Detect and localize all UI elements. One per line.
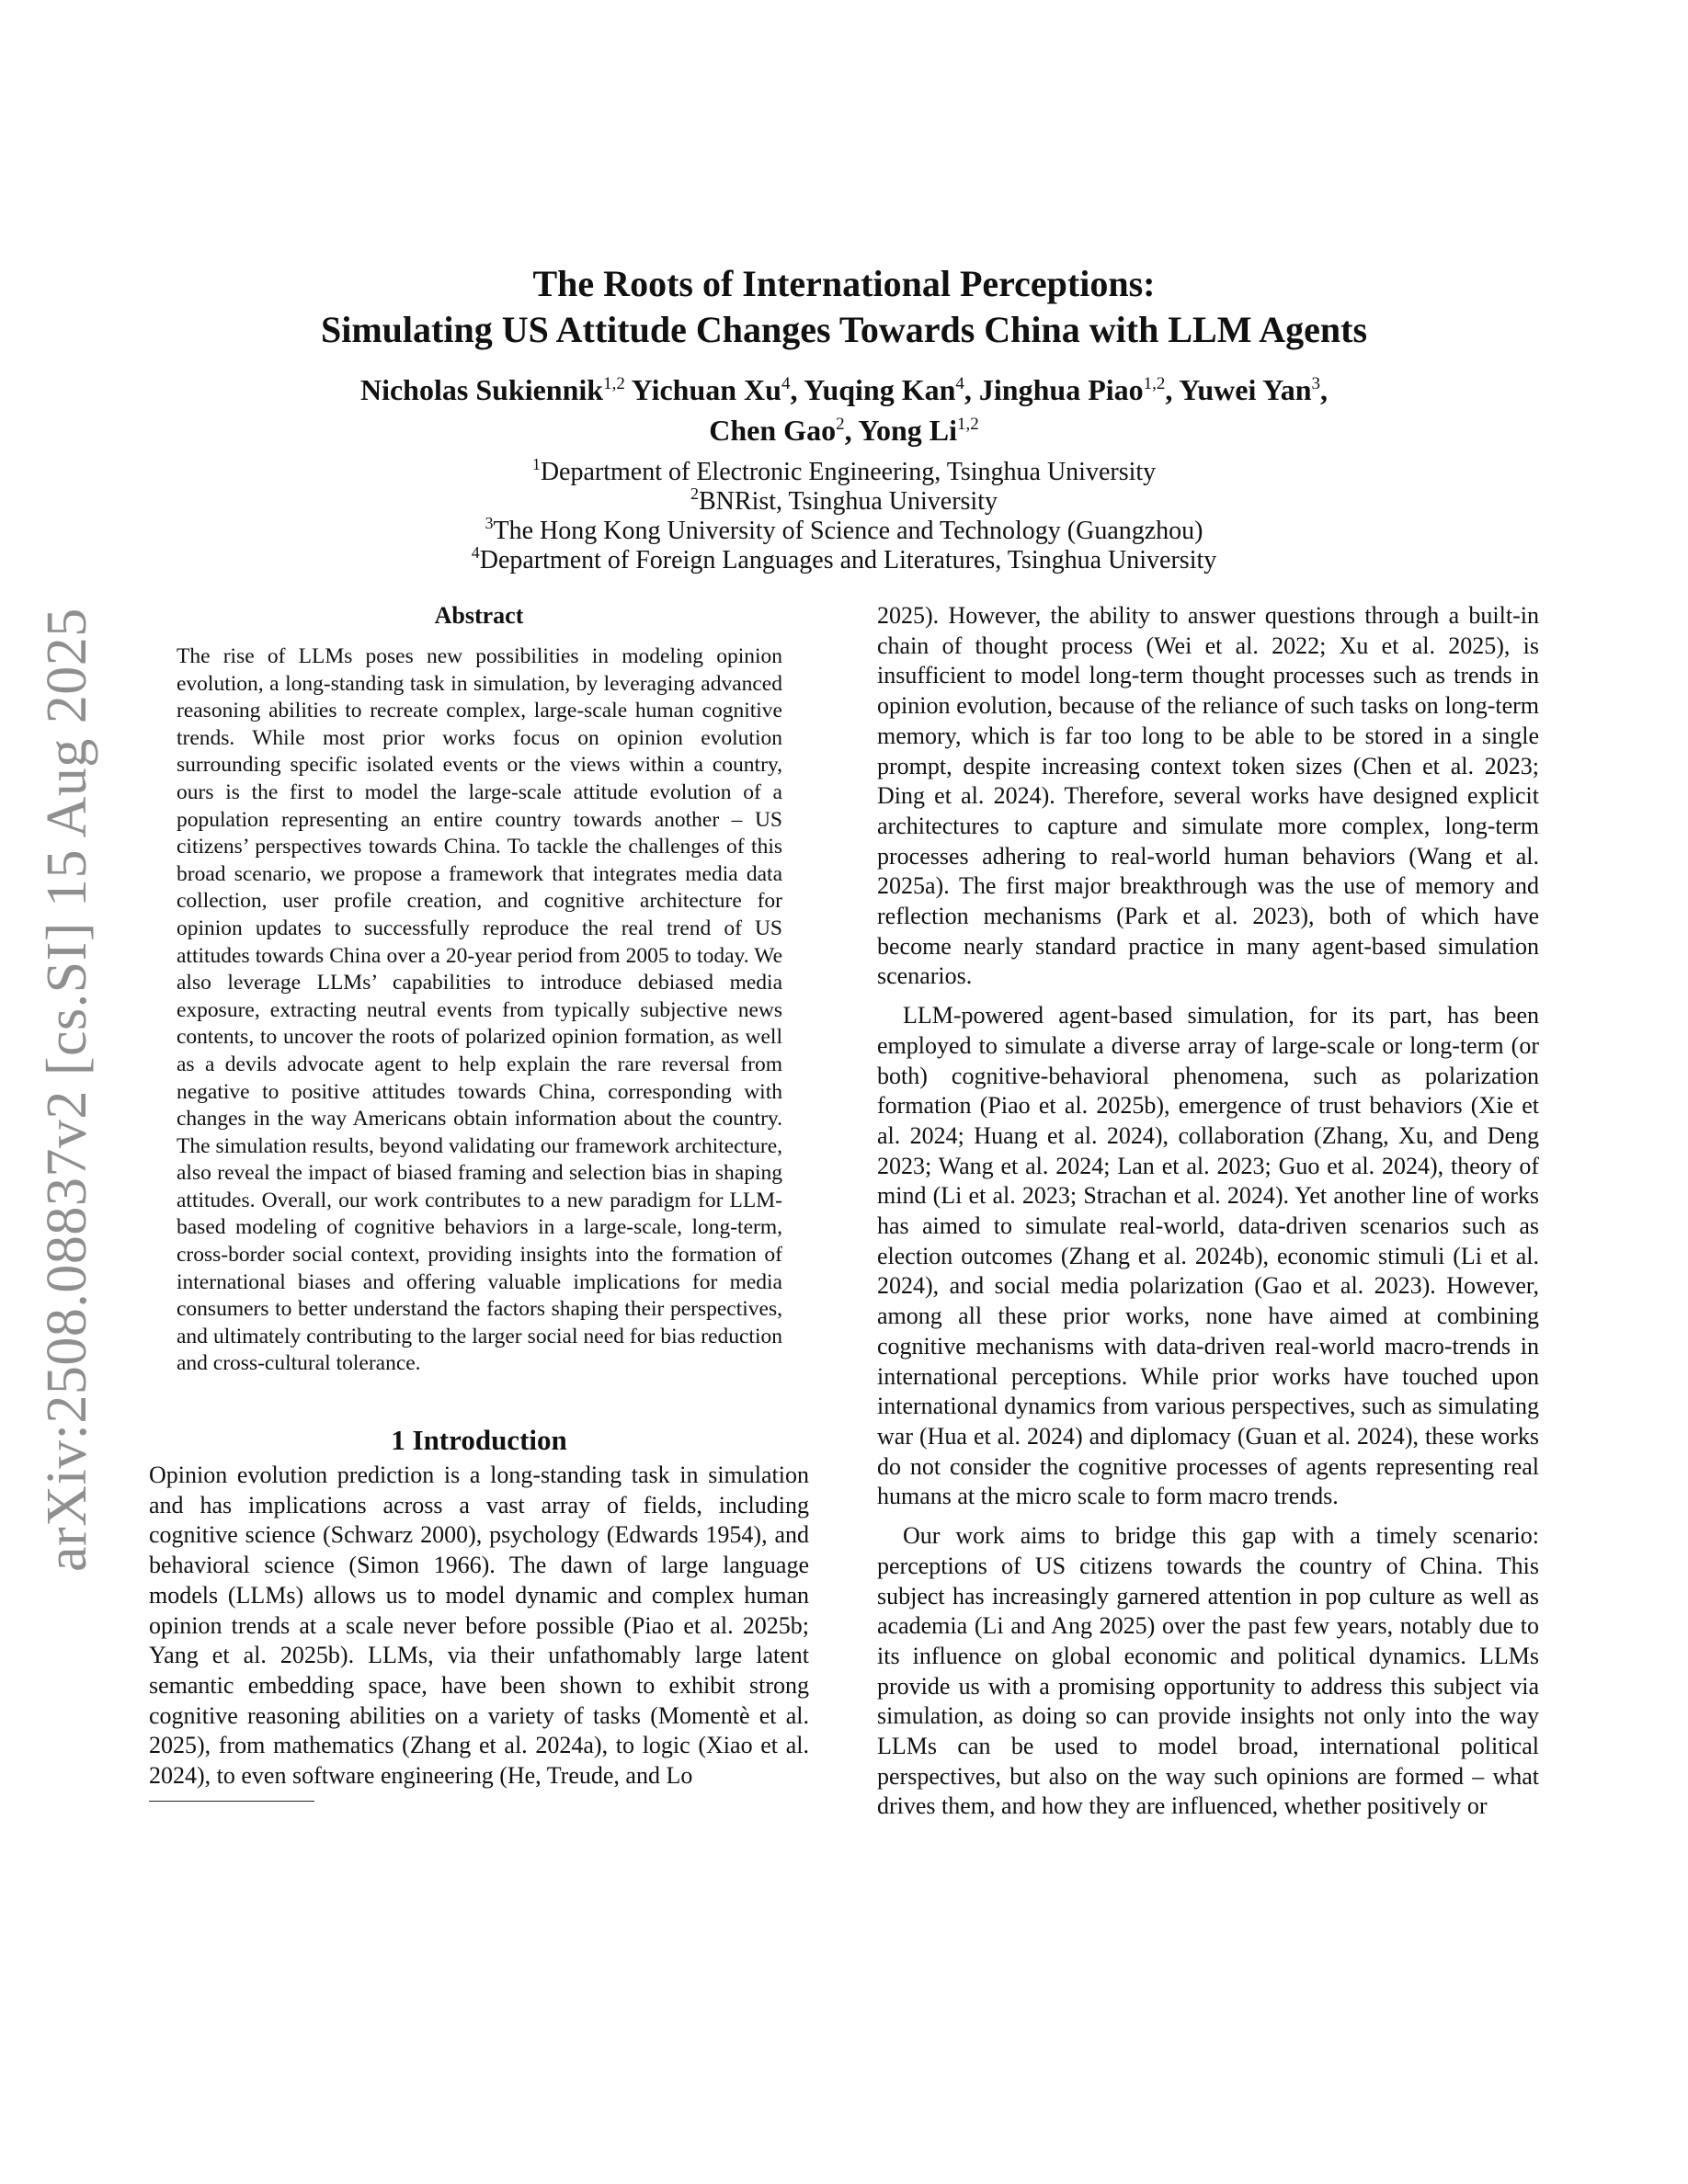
affiliation-list bbox=[138, 455, 1550, 575]
author-separator: , bbox=[1165, 373, 1180, 406]
affiliation-text: BNRist, Tsinghua University bbox=[699, 487, 998, 516]
paper-header bbox=[138, 261, 1550, 575]
introduction-heading: 1 Introduction bbox=[391, 1424, 567, 1457]
author-name: Jinghua Piao bbox=[978, 373, 1144, 406]
author-name: Yong Li bbox=[858, 414, 957, 447]
author-name: Yichuan Xu bbox=[631, 373, 781, 406]
author-name: Nicholas Sukiennik bbox=[359, 373, 604, 406]
author-list bbox=[138, 370, 1550, 450]
author-affil-mark: 4 bbox=[955, 374, 964, 393]
body-paragraph: LLM-powered agent-based simulation, for its part, has been employed to simulate a diverse array of large-scale or long-term (or both) cognitive-behavioral phenomena, such as polarization formation (Piao et al. 2025b), emergence of trust behaviors (Xie et al. 2024; Huang et al. 2024), collaboration (Zhang, Xu, and Deng 2023; Wang et al. 2024; Lan et al. 2023; Guo et al. 2024), theory of mind (Li et al. 2023; Strachan et al. 2024). Yet another line of works has aimed to simulate real-world, data-driven scenarios such as election outcomes (Zhang et al. 2024b), economic stimuli (Li et al. 2024), and social media polarization (Gao et al. 2023). However, among all these prior works, none have aimed at combining cognitive mechanisms with data-driven real-world macro-trends in international perceptions. While prior works have touched upon international dynamics from various perspectives, such as simulating war (Hua et al. 2024) and diplomacy (Guan et al. 2024), these works do not consider the cognitive processes of agents representing real humans at the micro scale to form macro trends. bbox=[877, 1002, 1539, 1510]
author-separator bbox=[625, 373, 632, 406]
affiliation bbox=[138, 484, 1550, 517]
affiliation-mark: 1 bbox=[531, 455, 541, 473]
paper-title bbox=[138, 261, 1550, 353]
title-line-1: The Roots of International Perceptions: bbox=[532, 263, 1156, 304]
introduction-paragraph: Opinion evolution prediction is a long-standing task in simulation and has implications across a vast array of fields, including cognitive science (Schwarz 2000), psychology (Edwards 1954), and behavioral science (Simon 1966). The dawn of large language models (LLMs) allows us to model dynamic and complex human opinion trends at a scale never before possible (Piao et al. 2025b; Yang et al. 2025b). LLMs, via their unfathomably large latent semantic embedding space, have been shown to exhibit strong cognitive reasoning abilities on a variety of tasks (Momentè et al. 2025), from mathematics (Zhang et al. 2024a), to logic (Xiao et al. 2024), to even software engineering (He, Treude, and Lo bbox=[149, 1462, 809, 1790]
affiliation bbox=[138, 543, 1550, 575]
author-name: Yuwei Yan bbox=[1179, 373, 1312, 406]
abstract-text: The rise of LLMs poses new possibilities in modeling opinion evolution, a long-standing task in simulation, by leveraging advanced reasoning abilities to recreate complex, large-scale human cognitive trends. While most prior works focus on opinion evolution surrounding specific isolated events or the views within a country, ours is the first to model the large-scale attitude evolution of a population representing an entire country towards another – US citizens’ perspectives towards China. To tackle the challenges of this broad scenario, we propose a framework that integrates media data collection, user profile creation, and cognitive architecture for opinion updates to successfully reproduce the real trend of US attitudes towards China over a 20-year period from 2005 to today. We also leverage LLMs’ capabilities to introduce debiased media exposure, extracting neutral events from typically subjective news contents, to uncover the roots of polarized opinion formation, as well as a devils advocate agent to help explain the rare reversal from negative to positive attitudes towards China, corresponding with changes in the way Americans obtain information about the country. The simulation results, beyond validating our framework architecture, also reveal the impact of biased framing and selection bias in shaping attitudes. Overall, our work contributes to a new paradigm for LLM-based modeling of cognitive behaviors in a large-scale, long-term, cross-border social context, providing insights into the formation of international biases and offering valuable implications for media consumers to better understand the factors shaping their perspectives, and ultimately contributing to the larger social need for bias reduction and cross-cultural tolerance. bbox=[177, 644, 782, 1376]
author-separator: , bbox=[844, 414, 859, 447]
author-separator: , bbox=[1320, 373, 1329, 406]
affiliation-text: The Hong Kong University of Science and Technology (Guangzhou) bbox=[493, 517, 1203, 545]
abstract-heading: Abstract bbox=[434, 602, 524, 629]
author-separator: , bbox=[790, 373, 804, 406]
affiliation-mark: 2 bbox=[690, 484, 699, 503]
author-affil-mark: 1,2 bbox=[1143, 374, 1166, 393]
author-name: Yuqing Kan bbox=[804, 373, 956, 406]
affiliation-text: Department of Electronic Engineering, Tsinghua University bbox=[540, 458, 1157, 486]
author-name: Chen Gao bbox=[709, 414, 837, 447]
affiliation-mark: 3 bbox=[485, 514, 494, 532]
affiliation bbox=[138, 514, 1550, 546]
title-line-2: Simulating US Attitude Changes Towards China with LLM Agents bbox=[320, 309, 1368, 350]
author-separator: , bbox=[964, 373, 979, 406]
arxiv-identifier: arXiv:2508.08837v2 [cs.SI] 15 Aug 2025 bbox=[36, 608, 98, 1572]
author-line-2 bbox=[138, 410, 1550, 450]
author-affil-mark: 4 bbox=[781, 374, 791, 393]
author-affil-mark: 2 bbox=[836, 415, 845, 434]
affiliation-mark: 4 bbox=[471, 543, 480, 562]
author-line-1 bbox=[138, 370, 1550, 410]
affiliation bbox=[138, 455, 1550, 487]
author-affil-mark: 1,2 bbox=[956, 415, 979, 434]
author-affil-mark: 1,2 bbox=[603, 374, 625, 393]
right-column bbox=[877, 601, 1539, 1822]
body-paragraph: 2025). However, the ability to answer questions through a built-in chain of thought process (Wei et al. 2022; Xu et al. 2025), is insufficient to model long-term thought processes such as trends in opinion evolution, because of the reliance of such tasks on long-term memory, which is far too long to be able to be stored in a single prompt, despite increasing context token sizes (Chen et al. 2023; Ding et al. 2024). Therefore, several works have designed explicit architectures to capture and simulate more complex, long-term processes adhering to real-world human behaviors (Wang et al. 2025a). The first major breakthrough was the use of memory and reflection mechanisms (Park et al. 2023), both of which have become nearly standard practice in many agent-based simulation scenarios. bbox=[877, 602, 1539, 990]
author-affil-mark: 3 bbox=[1311, 374, 1321, 393]
footnote-divider bbox=[149, 1801, 314, 1802]
affiliation-text: Department of Foreign Languages and Literatures, Tsinghua University bbox=[479, 546, 1217, 574]
left-column bbox=[149, 601, 809, 1802]
body-paragraph: Our work aims to bridge this gap with a timely scenario: perceptions of US citizens towards the country of China. This subject has increasingly garnered attention in pop culture as well as academia (Li and Ang 2025) over the past few years, notably due to its influence on global economic and political dynamics. LLMs provide us with a promising opportunity to address this subject via simulation, as doing so can provide insights not only into the way LLMs can be used to model broad, international political perspectives, but also on the way such opinions are formed – what drives them, and how they are influenced, whether positively or bbox=[877, 1522, 1539, 1820]
